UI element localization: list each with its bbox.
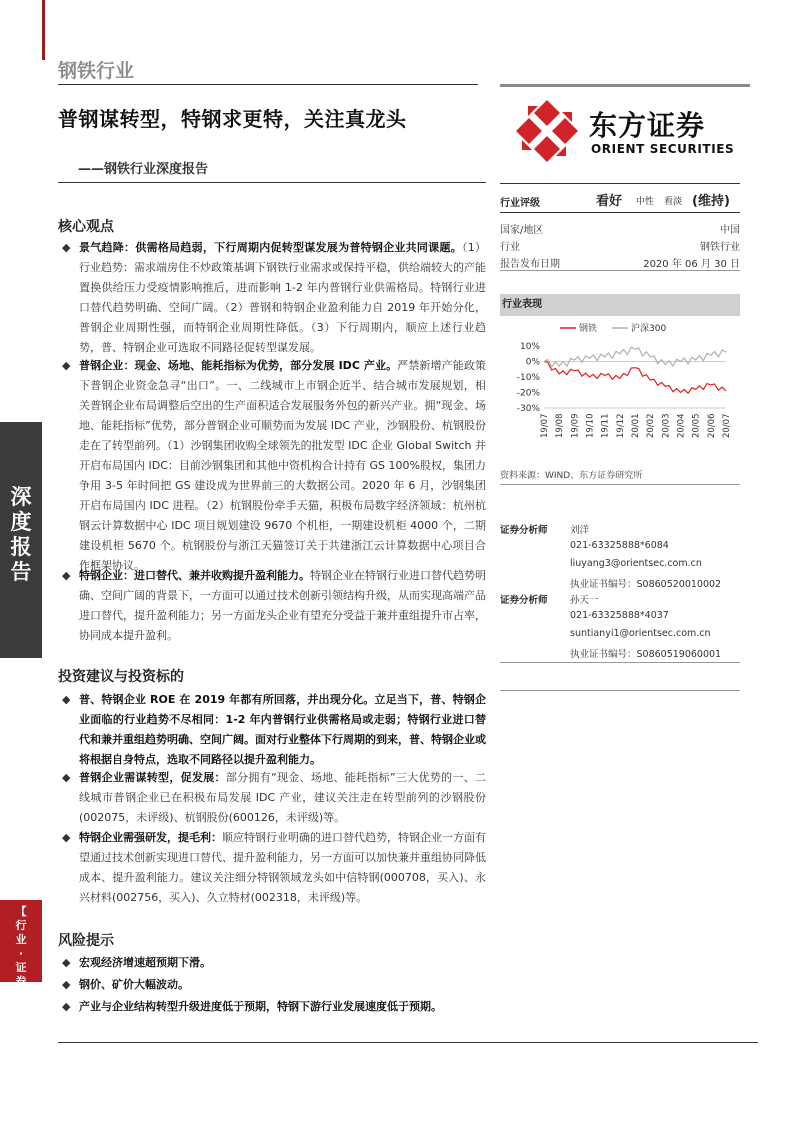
bullet-icon: ◆	[62, 693, 71, 706]
legend-label-0: 钢铁	[579, 324, 598, 334]
bullet-icon: ◆	[62, 1000, 71, 1013]
core-item-1: ◆ 景气趋降：供需格局趋弱，下行周期内促转型谋发展为普特钢企业共同课题。（1）行业趋势：需求端房住不炒政策基调下钢铁行业需求或保持平稳，供给端较大的产能置换供给压力受疫情影响推后，进而影响 1-2 年内普钢行业供需格局。特钢行业进口替代趋势明确、空间广阔。（2）普钢和特钢企业盈利能力自 2019 年开始分化，普钢企业周期性强，而特钢企业周期性降低。（3）下行周期内，顺应上述行业趋势，普、特钢企业可选取不同路径促转型谋发展。	[62, 238, 486, 358]
report-subtitle: ——钢铁行业深度报告	[78, 162, 209, 177]
title-divider	[58, 182, 486, 183]
rating-row	[500, 190, 740, 210]
chart-source: 资料来源：WIND、东方证券研究所	[500, 471, 643, 481]
rating-current: 看好	[596, 194, 623, 209]
x-tick-label: 20/06	[706, 413, 717, 438]
industry-performance-chart	[500, 318, 740, 466]
chart-bottom-line	[500, 484, 740, 485]
bullet-icon: ◆	[62, 831, 71, 844]
risk-heading: 风险提示	[58, 933, 114, 949]
bullet-icon: ◆	[62, 771, 71, 784]
x-tick-label: 19/10	[585, 413, 596, 438]
y-tick-label: 10%	[519, 342, 540, 352]
bullet-icon: ◆	[62, 978, 71, 991]
rating-bottom-line	[500, 212, 740, 213]
x-tick-label: 20/05	[691, 413, 702, 438]
report-title: 普钢谋转型，特钢求更特，关注真龙头	[58, 107, 407, 131]
risk-item-1: ◆ 宏观经济增速超预期下滑。	[62, 953, 486, 973]
page-bottom-line	[58, 1042, 758, 1043]
rating-status: (维持)	[692, 194, 730, 209]
series-line-1	[544, 347, 726, 367]
x-tick-label: 20/04	[676, 413, 687, 438]
analyst-2: 证券分析师 孙天一 021-63325888*4037 suntianyi1@orientsec.com.cn 执业证书编号：S0860519060001	[500, 592, 740, 662]
y-tick-label: 0%	[525, 357, 540, 368]
header-divider-left	[58, 84, 478, 85]
analyst-1-phone: 021-63325888*6084	[570, 540, 669, 551]
analyst-1-email[interactable]: liuyang3@orientsec.com.cn	[570, 558, 702, 569]
x-tick-label: 20/01	[631, 413, 641, 438]
bullet-icon: ◆	[62, 956, 71, 969]
sidebar-category-text: 【 行 业 · 证 券	[15, 905, 27, 988]
rating-top-line	[500, 183, 740, 184]
x-tick-label: 20/03	[661, 413, 672, 438]
rating-neutral: 中性	[636, 197, 655, 207]
rating-bearish: 看淡	[664, 197, 683, 207]
sidebar-report-type-text: 深 度 报 告	[10, 485, 32, 584]
x-tick-label: 19/08	[555, 413, 566, 438]
orient-securities-logo-icon	[514, 98, 580, 164]
rating-label: 行业评级	[500, 198, 540, 209]
analyst-2-name: 孙天一	[570, 595, 599, 606]
risk-item-3: ◆ 产业与企业结构转型升级进度低于预期，特钢下游行业发展速度低于预期。	[62, 997, 486, 1017]
logo-en-name: ORIENT SECURITIES	[591, 142, 735, 156]
invest-item-3: ◆ 特钢企业需强研发，提毛利：顺应特钢行业明确的进口替代趋势，特钢企业一方面有望通过技术创新实现进口替代、提升盈利能力，另一方面可以加快兼并重组协同降低成本、提升盈利能力。建议关注细分特钢领域龙头如中信特钢(000708，买入)、永兴材料(002756，买入)、久立特材(002318，未评级)等。	[62, 828, 486, 908]
bullet-icon: ◆	[62, 359, 71, 372]
industry-label: 钢铁行业	[58, 60, 135, 82]
logo-cn-name: 东方证券	[589, 109, 706, 142]
analyst-2-email[interactable]: suntianyi1@orientsec.com.cn	[570, 628, 711, 639]
legend-label-1: 沪深300	[631, 324, 667, 334]
info-bottom-line	[500, 270, 740, 271]
bullet-icon: ◆	[62, 241, 71, 254]
risk-item-2: ◆ 钢价、矿价大幅波动。	[62, 975, 486, 995]
header-divider-right	[500, 84, 750, 87]
invest-heading: 投资建议与投资标的	[58, 669, 184, 685]
analyst-1-name: 刘洋	[570, 525, 590, 536]
x-tick-label: 19/07	[540, 413, 550, 438]
x-tick-label: 19/09	[570, 413, 581, 438]
analyst-bottom-line-1	[500, 662, 740, 663]
series-line-0	[544, 362, 726, 394]
chart-title: 行业表现	[500, 294, 740, 316]
x-tick-label: 20/02	[646, 413, 657, 438]
core-item-3: ◆ 特钢企业：进口替代、兼并收购提升盈利能力。特钢企业在特钢行业进口替代趋势明确、空间广阔的背景下，一方面可以通过技术创新引领结构升级，从而实现高端产品进口替代，提升盈利能力；另一方面龙头企业有望充分受益于兼并重组提升市占率，协同成本提升盈利。	[62, 566, 486, 646]
analyst-1-cert: 执业证书编号：S0860520010002	[570, 579, 722, 590]
y-tick-label: -10%	[516, 373, 540, 383]
x-tick-label: 20/07	[722, 413, 732, 438]
invest-item-2: ◆ 普钢企业需谋转型，促发展：部分拥有“现金、场地、能耗指标”三大优势的一、二线城市普钢企业已在积极布局发展 IDC 产业，建议关注走在转型前列的沙钢股份(002075，未评级)、杭钢股份(600126，未评级)等。	[62, 768, 486, 828]
core-item-2: ◆ 普钢企业：现金、场地、能耗指标为优势，部分发展 IDC 产业。严禁新增产能政策下普钢企业资金急寻“出口”。一、二线城市上市钢企近半、结合城市发展规划，相关普钢企业布局调整后空出的生产面积适合发展服务外包的新兴产业。拥“现金、场地、能耗指标”优势，部分普钢企业可顺势而为发展 IDC 产业，沙钢股份、杭钢股份走在了转型前列。（1）沙钢集团收购全球领先的批发型 IDC 企业 Global Switch 并开启布局国内 IDC：目前沙钢集团和其他中资机构合计持有 GS 100%股权，集团力争用 3-5 年时间把 GS 建设成为世界前三的大数据公司。2020 年 6 月，沙钢集团开启布局国内 IDC 进程。（2）杭钢股份牵手天猫，积极布局数字经济领域：杭州杭钢云计算数据中心 IDC 项目规划建设 9670 个机柜，一期建设机柜 4000 个，二期建设机柜 5670 个。杭钢股份与浙江天猫签订关于共建浙江云计算数据中心项目合作框架协议。	[62, 356, 486, 576]
analyst-1: 证券分析师 刘洋 021-63325888*6084 liuyang3@orientsec.com.cn 执业证书编号：S0860520010002	[500, 522, 740, 592]
invest-item-1: ◆ 普、特钢企业 ROE 在 2019 年都有所回落，并出现分化。立足当下，普、特钢企业面临的行业趋势不尽相同：1-2 年内普钢行业供需格局或走弱；特钢行业进口替代和兼并重组趋势明确、空间广阔。面对行业整体下行周期的到来，普、特钢企业或将根据自身特点，选取不同路径以提升盈利能力。	[62, 690, 486, 770]
x-tick-label: 19/11	[600, 413, 611, 438]
analyst-2-cert: 执业证书编号：S0860519060001	[570, 649, 722, 660]
core-heading: 核心观点	[58, 219, 114, 235]
analyst-2-phone: 021-63325888*4037	[570, 610, 669, 621]
analyst-bottom-line-2	[500, 690, 740, 691]
bullet-icon: ◆	[62, 569, 71, 582]
top-red-accent	[42, 0, 45, 60]
y-tick-label: -30%	[516, 404, 540, 414]
y-tick-label: -20%	[516, 388, 540, 399]
x-tick-label: 19/12	[615, 413, 626, 438]
